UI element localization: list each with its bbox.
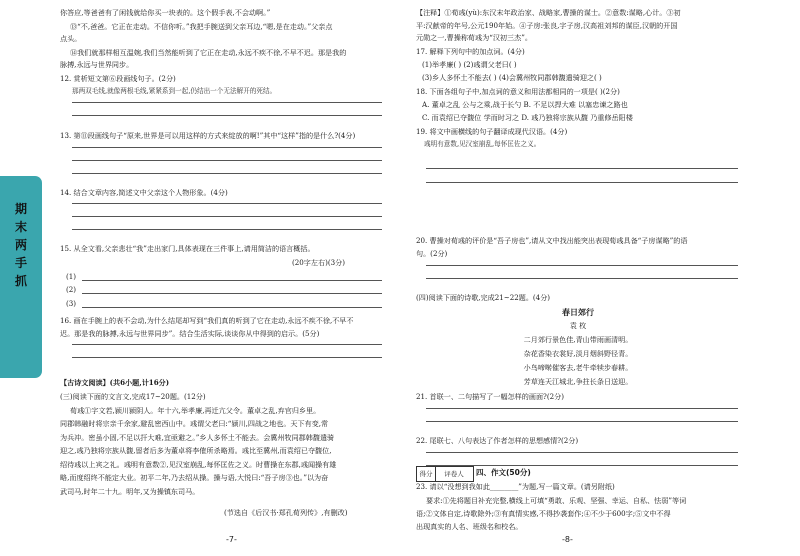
text-line: 为兵冲。密虽小固,不足以扞大难,宜亟避之。”乡人多怀土不能去。会冀州牧同郡韩馥遣骑 (60, 433, 335, 442)
text-line: 点头。 (60, 34, 82, 43)
text-line: 15. 从全文看,父亲悲壮“我”走出家门,具体表现在三件事上,请用简洁的语言概括。 (60, 244, 315, 253)
text-line: 23. 请以“没想到我如此________”为题,写一篇文章。(请另附纸) (416, 482, 615, 491)
side-tab (0, 176, 42, 378)
page-number-right: -8- (562, 535, 573, 544)
answer-line[interactable] (426, 168, 738, 169)
text-line: 17. 解释下列句中的加点词。(4分) (416, 47, 525, 56)
answer-line[interactable] (72, 173, 382, 174)
side-tab-char: 抓 (14, 274, 27, 288)
poem-line: 袁 枚 (569, 321, 587, 330)
answer-line[interactable] (72, 160, 382, 161)
text-line: 迟。那是我的脉搏,永远与世界同步”。结合生活实际,谈谈你从中得到的启示。(5分) (60, 329, 320, 338)
text-line: 平:汉献帝的年号,公元190年始。④子房:张良,字子房,汉高祖刘邦的谋臣,汉朝的开国 (416, 21, 678, 30)
text-line: 要求:①先将题目补充完整,横线上可填“勇敢、乐观、坚强、幸运、自私、怯弱”等词 (426, 496, 687, 505)
text-line: 同郡韩融时将宗亲千余家,避乱密西山中。彧谓父老曰:“颍川,四战之地也。天下有变,常 (60, 419, 329, 428)
answer-line[interactable] (72, 229, 382, 230)
grader-cell: 评卷人 (444, 470, 464, 478)
score-box-row (416, 466, 740, 482)
text-line: 18. 下面各组句子中,加点词的意义和用法都相同的一项是( )(2分) (416, 87, 620, 96)
text-line: 绍待彧以上宾之礼。彧明有意数②,见汉室崩乱,每怀匡佐之义。时曹操在东郡,彧闻操有雄 (60, 460, 337, 469)
text-line: 元勋之一,曹操称荀彧为“汉初三杰”。 (416, 33, 532, 42)
text-line: (节选自《后汉书·郑孔荀列传》,有删改) (224, 508, 348, 517)
answer-line[interactable] (426, 265, 738, 266)
poem-line: 杂花香染衣裳好,淡月烟斜野径青。 (523, 349, 633, 358)
text-line: 【古诗文阅读】(共6小题,计16分) (60, 378, 170, 387)
answer-line[interactable] (82, 280, 382, 281)
text-line: 【注释】①荀彧(yù):东汉末年政治家、战略家,曹操的谋士。②意数:谋略,心计。③初 (416, 8, 681, 17)
text-line: C. 而袁绍已夺馥位 学而时习之 D. 彧乃独将宗族从馥 乃重修岳阳楼 (422, 113, 633, 122)
side-tab-char: 两 (14, 238, 27, 252)
text-line: 14. 结合文章内容,简述文中父亲这个人物形象。(4分) (60, 188, 228, 197)
poem-line: 春日郊行 (562, 307, 594, 317)
text-line: (3)乡人多怀土不能去( ) (4)会冀州牧同郡韩馥遣骑迎之( ) (422, 73, 602, 82)
answer-line[interactable] (72, 344, 382, 345)
score-cell: 得分 (417, 467, 436, 481)
text-line: 21. 首联一、二句描写了一幅怎样的画面?(2分) (416, 392, 564, 401)
side-tab-char: 手 (14, 256, 27, 270)
text-line: 13. 第⑪段画线句子“原来,世界是可以用这样的方式来绽放的啊!”其中“这样”指的是什么?(4分) (60, 131, 356, 140)
text-line: 脉搏,永远与世界同步。 (60, 60, 134, 69)
text-line: 略,而度绍终不能定大业。初平二年,乃去绍从操。操与语,大悦曰:“吾子房③也。”以为奋 (60, 473, 329, 482)
text-line: 16. 画在手腕上的表不会动,为什么结尾却写到“我们真的听到了它在走动,永远不疾不徐,不早不 (60, 316, 354, 325)
text-line: 20. 曹操对荀彧的评价是“吾子房也”,请从文中找出能突出表现荀彧具备“子房谋略”的语 (416, 236, 688, 245)
text-line: 你答应,等爸爸有了闲钱就给你买一块表的。这个假手表,不会动啊。” (60, 8, 271, 17)
text-line: (1)举孝廉( ) (2)彧谓父老曰( ) (422, 60, 517, 69)
poem-line: 芳草连天江城北,争拄长条日送迎。 (523, 377, 633, 386)
text-line: 迎之,彧乃独将宗族从馥,留者后多为董卓将李傕所杀略焉。彧比至冀州,而袁绍已夺馥位, (60, 446, 332, 455)
text-line: A. 董卓之乱 公与之乘,战于长勺 B. 不足以捍大难 以塞忠谏之路也 (422, 100, 628, 109)
text-line: 语;②文体自定,诗歌除外;③有真情实感,不得抄袭套作;④不少于600字;⑤文中不得 (416, 509, 671, 518)
poem-line: 二月郊行景色佳,青山带雨画清明。 (523, 335, 633, 344)
text-line: ⑭我们就那样相互温婉,我们当然能听到了它正在走动,永远不疾不徐,不早不迟。那是我的 (70, 48, 347, 57)
answer-line[interactable] (72, 216, 382, 217)
text-line: (20字左右)(3分) (292, 258, 345, 267)
side-tab-char: 末 (14, 220, 27, 234)
text-line: (3) (66, 299, 77, 308)
text-line: 出现真实的人名、班级名和校名。 (416, 522, 523, 531)
answer-line[interactable] (82, 293, 382, 294)
text-line: 荀彧①字文若,颍川颍阴人。年十六,举孝廉,再迁亢父令。董卓之乱,弃官归乡里。 (70, 406, 321, 415)
text-line: (2) (66, 285, 77, 294)
text-line: 武司马,时年二十九。明年,又为操镇东司马。 (60, 487, 200, 496)
answer-line[interactable] (82, 307, 382, 308)
answer-line[interactable] (426, 278, 738, 279)
essay-section-title: 四、作文(50分) (476, 468, 531, 477)
text-line: (四)阅读下面的诗歌,完成21~22题。(4分) (416, 293, 551, 302)
answer-line[interactable] (426, 465, 738, 466)
right-page (416, 0, 740, 556)
answer-line[interactable] (72, 357, 382, 358)
answer-line[interactable] (72, 147, 382, 148)
left-page (60, 0, 382, 556)
answer-line[interactable] (72, 203, 382, 204)
side-tab-char: 期 (14, 202, 27, 216)
answer-text: 彧明有意数,见汉室崩乱,每怀匡佐之义。 (424, 140, 541, 148)
text-line: 19. 将文中画横线的句子翻译成现代汉语。(4分) (416, 127, 568, 136)
answer-line[interactable] (426, 408, 738, 409)
text-line: (1) (66, 272, 77, 281)
text-line: 12. 赏析短文第⑥段画线句子。(2分) (60, 74, 176, 83)
answer-line[interactable] (72, 115, 382, 116)
answer-line[interactable] (72, 102, 382, 103)
text-line: 句。(2分) (416, 249, 448, 258)
answer-line[interactable] (426, 421, 738, 422)
answer-line[interactable] (426, 182, 738, 183)
page-number-left: -7- (226, 535, 237, 544)
text-line: 22. 尾联七、八句表达了作者怎样的思想感情?(2分) (416, 436, 579, 445)
text-line: (三)阅读下面的文言文,完成17~20题。(12分) (60, 392, 206, 401)
poem-line: 小鸟啼啭催客去,老牛牵犊步春耕。 (523, 363, 633, 372)
text-line: ⑬“不,爸爸。它正在走动。不信你听。”我把手腕送到父亲耳边,“嗯,是在走动。”父亲点 (70, 22, 333, 31)
answer-line[interactable] (426, 452, 738, 453)
score-box (416, 466, 474, 482)
answer-text: 那两双毛线,就像两根毛线,紧紧系到一起,仍结出一个无法解开的死结。 (72, 87, 277, 95)
